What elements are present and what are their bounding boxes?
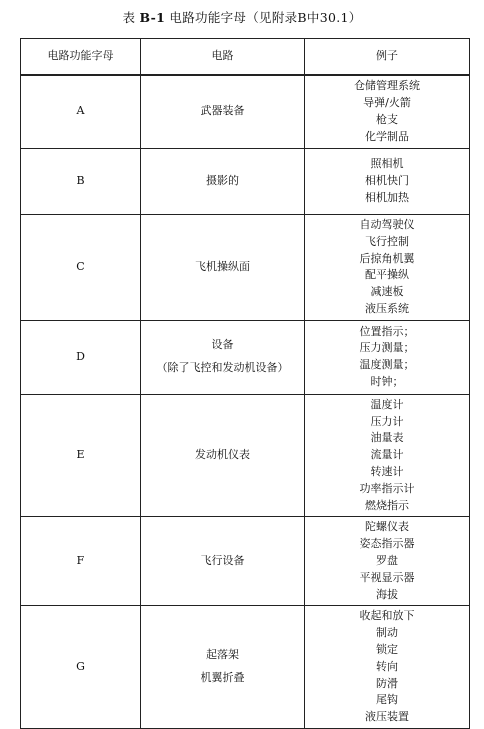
example-item: 仓储管理系统 <box>354 79 420 93</box>
example-item: 平视显示器 <box>359 570 415 584</box>
caption-title: 电路功能字母（见附录B中30.1） <box>169 10 362 25</box>
example-item: 压力计 <box>370 414 404 428</box>
example-item: 导弹/火箭 <box>363 95 411 109</box>
example-item: 化学制品 <box>365 129 409 143</box>
example-item: 防滑 <box>376 676 398 690</box>
row-examples <box>305 606 470 729</box>
caption-number: B-1 <box>139 10 166 25</box>
example-item: 油量表 <box>370 431 404 445</box>
example-item: 流量计 <box>370 448 404 462</box>
circuit-line: 摄影的 <box>206 174 239 188</box>
row-letter: E <box>21 394 141 517</box>
example-item: 温度计 <box>370 397 404 411</box>
example-item: 配平操纵 <box>365 268 409 282</box>
table-header-row <box>21 39 470 75</box>
table-row <box>21 320 470 394</box>
circuit-line: 设备 <box>211 338 234 352</box>
row-circuit <box>141 215 305 321</box>
example-item: 制动 <box>376 626 398 640</box>
example-item: 锁定 <box>376 642 398 656</box>
row-circuit <box>141 517 305 606</box>
row-letter: D <box>21 320 141 394</box>
table-caption <box>0 8 484 26</box>
example-item: 罗盘 <box>376 553 398 567</box>
header-examples: 例子 <box>305 39 470 75</box>
table-row <box>21 517 470 606</box>
example-item: 照相机 <box>370 157 404 171</box>
row-letter: B <box>21 149 141 215</box>
example-item: 压力测量； <box>359 341 415 355</box>
row-examples <box>305 75 470 149</box>
example-item: 转向 <box>376 659 398 673</box>
table-row <box>21 215 470 321</box>
row-letter: A <box>21 75 141 149</box>
example-item: 相机加热 <box>365 190 409 204</box>
example-item: 枪支 <box>376 112 398 126</box>
example-item: 后掠角机翼 <box>359 251 415 265</box>
example-item: 姿态指示器 <box>359 537 415 551</box>
circuit-line: 发动机仪表 <box>195 448 250 462</box>
example-item: 收起和放下 <box>359 609 415 623</box>
circuit-line: （除了飞控和发动机设备） <box>156 361 289 375</box>
circuit-line: 武器装备 <box>200 104 245 118</box>
circuit-function-table <box>20 38 470 729</box>
row-letter: F <box>21 517 141 606</box>
row-circuit <box>141 75 305 149</box>
row-examples <box>305 517 470 606</box>
example-item: 海拔 <box>376 587 398 601</box>
circuit-line: 飞行设备 <box>200 553 245 567</box>
example-item: 液压装置 <box>365 710 409 724</box>
example-item: 减速板 <box>370 285 404 299</box>
caption-label: 表 <box>122 10 136 25</box>
circuit-line: 飞机操纵面 <box>195 259 250 273</box>
table-row <box>21 149 470 215</box>
table-row <box>21 75 470 149</box>
row-examples <box>305 320 470 394</box>
table-row <box>21 394 470 517</box>
table-body <box>21 75 470 729</box>
row-examples <box>305 394 470 517</box>
table-row <box>21 606 470 729</box>
example-item: 燃烧指示 <box>365 498 409 512</box>
circuit-line: 机翼折叠 <box>200 671 245 685</box>
row-examples <box>305 215 470 321</box>
example-item: 位置指示； <box>359 324 415 338</box>
row-circuit <box>141 149 305 215</box>
row-letter: C <box>21 215 141 321</box>
row-circuit <box>141 320 305 394</box>
header-letter: 电路功能字母 <box>21 39 141 75</box>
row-examples <box>305 149 470 215</box>
example-item: 尾钩 <box>376 693 398 707</box>
example-item: 液压系统 <box>365 301 409 315</box>
example-item: 温度测量； <box>359 358 415 372</box>
row-circuit <box>141 606 305 729</box>
example-item: 飞行控制 <box>365 234 409 248</box>
example-item: 功率指示计 <box>359 481 415 495</box>
header-circuit: 电路 <box>141 39 305 75</box>
example-item: 时钟； <box>370 375 404 389</box>
example-item: 自动驾驶仪 <box>359 218 415 231</box>
example-item: 转速计 <box>370 464 404 478</box>
row-letter: G <box>21 606 141 729</box>
circuit-line: 起落架 <box>206 648 239 662</box>
example-item: 相机快门 <box>365 174 409 188</box>
row-circuit <box>141 394 305 517</box>
example-item: 陀螺仪表 <box>365 520 409 534</box>
